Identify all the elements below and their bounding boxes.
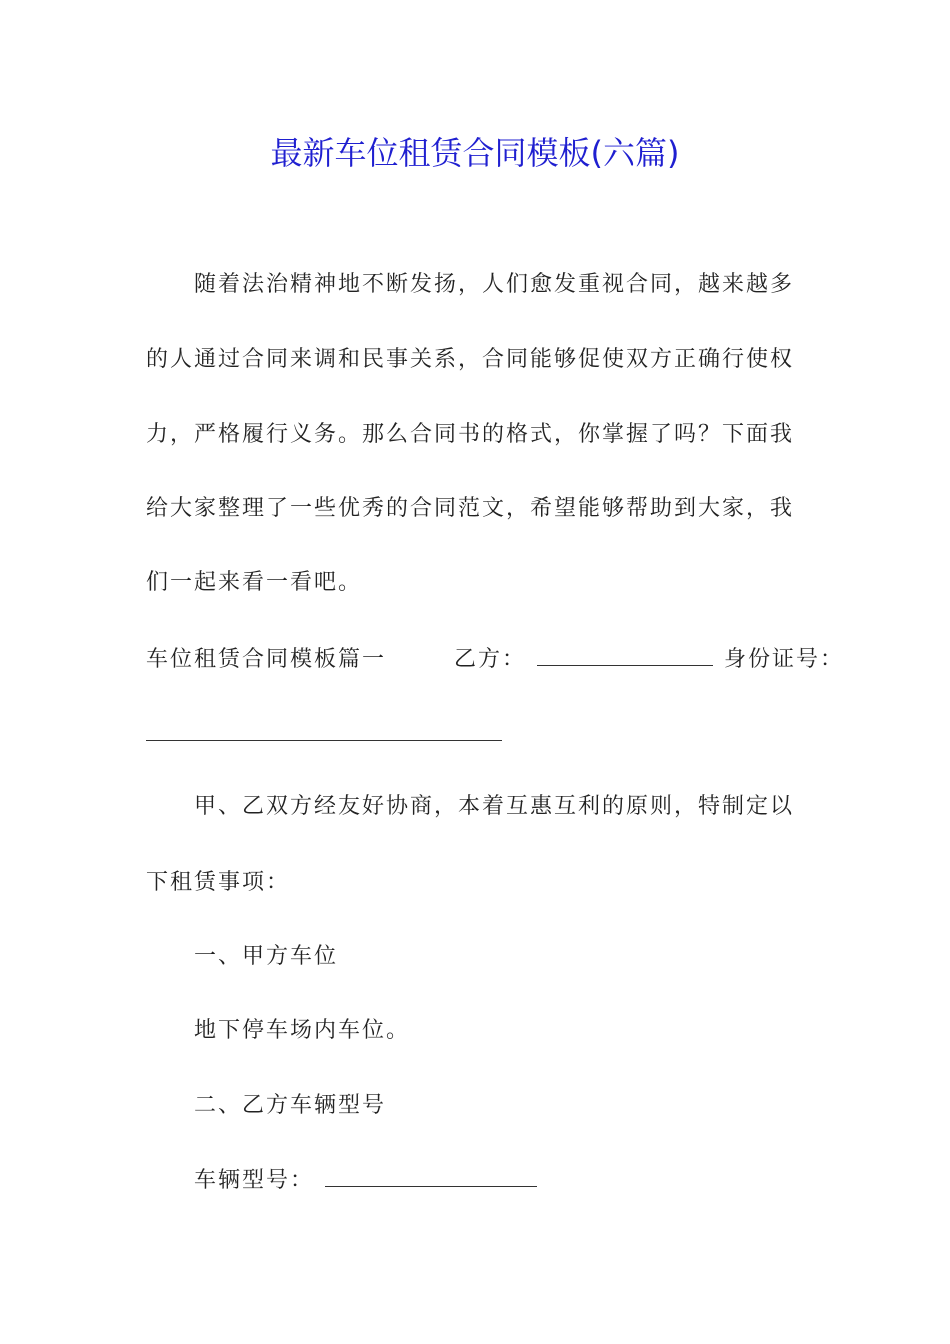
clause-1-text: 地下停车场内车位。	[194, 1018, 411, 1043]
id-number-label: 身份证号：	[724, 647, 845, 672]
document-title: 最新车位租赁合同模板(六篇)	[270, 134, 680, 172]
party-b-blank	[537, 643, 713, 666]
clause-2-title: 二、乙方车辆型号	[194, 1093, 387, 1118]
intro-line-4: 给大家整理了一些优秀的合同范文，希望能够帮助到大家，我	[146, 496, 795, 521]
section-heading: 车位租赁合同模板篇一	[146, 647, 387, 672]
clause-1-title: 一、甲方车位	[194, 944, 339, 969]
vehicle-model-row	[194, 1163, 539, 1199]
intro-line-5: 们一起来看一看吧。	[146, 570, 363, 595]
agreement-line-2: 下租赁事项：	[146, 870, 291, 895]
intro-line-3: 力，严格履行义务。那么合同书的格式，你掌握了吗？下面我	[146, 422, 795, 447]
vehicle-model-blank	[325, 1164, 537, 1187]
section-heading-row	[146, 642, 844, 678]
party-b-label: 乙方：	[454, 647, 527, 672]
intro-line-1: 随着法治精神地不断发扬，人们愈发重视合同，越来越多	[194, 272, 795, 297]
intro-line-2: 的人通过合同来调和民事关系，合同能够促使双方正确行使权	[146, 347, 795, 372]
vehicle-model-label: 车辆型号：	[194, 1168, 315, 1193]
agreement-line-1: 甲、乙双方经友好协商，本着互惠互利的原则，特制定以	[194, 794, 795, 819]
id-number-blank	[146, 740, 502, 741]
